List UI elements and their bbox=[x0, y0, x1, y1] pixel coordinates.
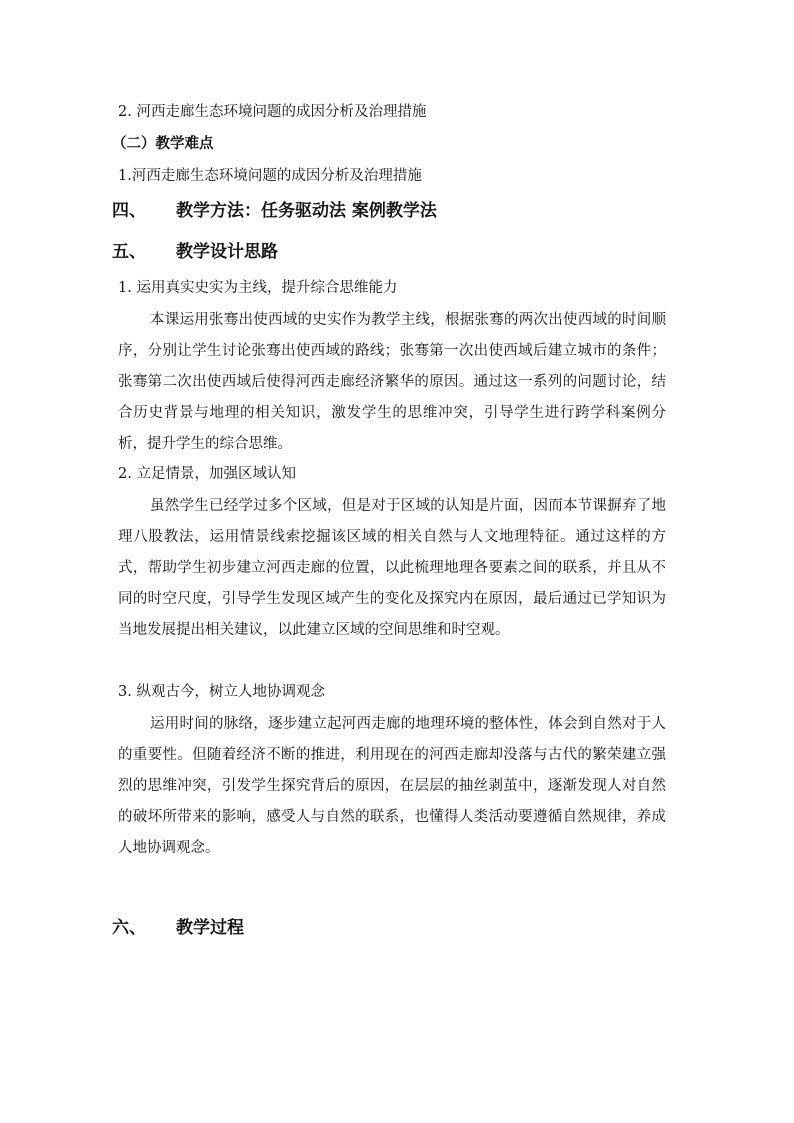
section-5-title: 教学设计思路 bbox=[176, 242, 278, 262]
point-3-body: 运用时间的脉络，逐步建立起河西走廊的地理环境的整体性，体会到自然对于人的重要性。但随着经济不断的推进，利用现在的河西走廊却没落与古代的繁荣建立强烈的思维冲突，引发学生探究背后的原因，在层层的抽丝剥茧中，逐渐发现人对自然的破坏所带来的影响，感受人与自然的联系，也懂得人类活动要遵循自然规律，养成人地协调观念。 bbox=[118, 716, 666, 856]
section-4-title: 教学方法：任务驱动法 案例教学法 bbox=[176, 201, 437, 221]
sub-heading-difficulty: （二）教学难点 bbox=[112, 135, 214, 152]
section-5-number: 五、 bbox=[112, 242, 146, 262]
difficulty-point-1: 1.河西走廊生态环境问题的成因分析及治理措施 bbox=[118, 168, 422, 184]
point-2-heading: 2. 立足情景，加强区域认知 bbox=[118, 466, 296, 482]
point-3-heading: 3. 纵观古今，树立人地协调观念 bbox=[118, 684, 325, 700]
section-6-title: 教学过程 bbox=[176, 918, 244, 938]
section-5-heading bbox=[112, 241, 278, 263]
key-point-2: 2. 河西走廊生态环境问题的成因分析及治理措施 bbox=[118, 104, 427, 120]
section-4-heading bbox=[112, 200, 437, 222]
point-1-body: 本课运用张骞出使西域的史实作为教学主线，根据张骞的两次出使西域的时间顺序，分别让学生讨论张骞出使西域的路线；张骞第一次出使西域后建立城市的条件；张骞第二次出使西域后使得河西走廊经济繁华的原因。通过这一系列的问题讨论，结合历史背景与地理的相关知识，激发学生的思维冲突，引导学生进行跨学科案例分析，提升学生的综合思维。 bbox=[118, 312, 666, 452]
point-2-body: 虽然学生已经学过多个区域，但是对于区域的认知是片面，因而本节课摒弃了地理八股教法，运用情景线索挖掘该区域的相关自然与人文地理特征。通过这样的方式，帮助学生初步建立河西走廊的位置，以此梳理地理各要素之间的联系，并且从不同的时空尺度，引导学生发现区域产生的变化及探究内在原因，最后通过已学知识为当地发展提出相关建议，以此建立区域的空间思维和时空观。 bbox=[118, 498, 666, 638]
section-4-number: 四、 bbox=[112, 201, 146, 221]
section-6-number: 六、 bbox=[112, 918, 146, 938]
section-6-heading bbox=[112, 917, 244, 939]
point-1-heading: 1. 运用真实史实为主线，提升综合思维能力 bbox=[118, 280, 398, 296]
